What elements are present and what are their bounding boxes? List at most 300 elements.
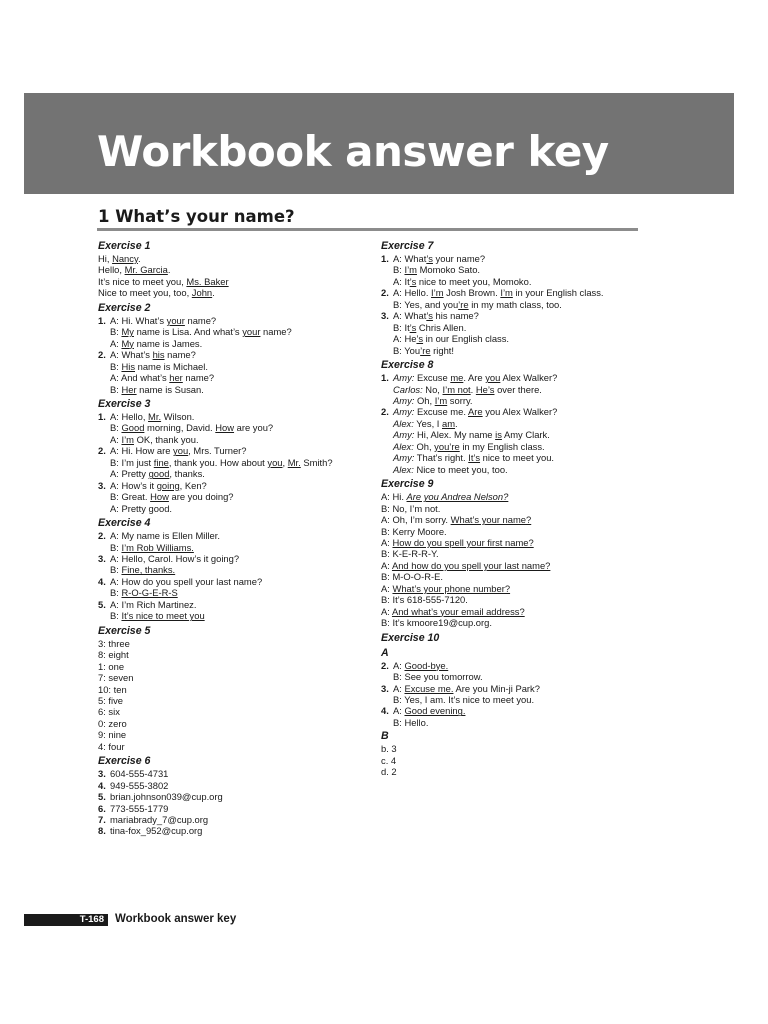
line-text: name is James. [133, 337, 203, 349]
line-text: B: Yes, and you [393, 298, 459, 310]
line-text: Are you Min-ji Park? [453, 682, 540, 694]
line-text: B: M-O-O-R-E. [381, 571, 443, 583]
answer-text-underlined: me [450, 372, 464, 384]
line-text: 9: nine [98, 729, 127, 741]
right-column [381, 237, 641, 778]
line-text: right! [430, 344, 454, 356]
line-text: B: [110, 326, 122, 338]
answer-line [98, 480, 358, 491]
answer-line [98, 445, 358, 456]
line-text: Hi, [98, 253, 113, 264]
line-text: A: Hello. [393, 287, 432, 299]
line-text: c. 4 [381, 754, 397, 766]
answer-line [98, 434, 358, 445]
answer-line [381, 571, 641, 582]
answer-line [98, 338, 358, 349]
item-number: 3. [381, 682, 389, 694]
line-text: Oh, [413, 440, 435, 452]
line-text: , [282, 456, 288, 468]
answer-line [98, 803, 358, 814]
answer-text-underlined: And how do you spell your last name? [391, 559, 551, 571]
item-number: 4. [98, 575, 106, 587]
answer-line [98, 468, 358, 479]
item-number: 6. [98, 802, 106, 814]
answer-text-underlined: I’m Rob Williams. [121, 541, 194, 553]
line-text: you Alex Walker? [482, 406, 558, 418]
line-text: tina-fox_952@cup.org [110, 825, 203, 837]
answer-text-underlined: am [442, 417, 456, 429]
answer-line [381, 310, 641, 321]
answer-text-underlined: I’m [431, 287, 444, 299]
answer-line [381, 766, 641, 777]
item-number: 2. [98, 530, 106, 542]
line-text: name? [260, 326, 292, 338]
answer-text-underlined: I’m [121, 433, 134, 445]
answer-text-underlined: Her [121, 383, 137, 395]
exercise-heading: Exercise 10 [381, 631, 440, 644]
answer-line [98, 780, 358, 791]
line-text: B: No, I’m not. [381, 502, 441, 514]
line-text: b. 3 [381, 743, 397, 755]
line-text: 4: four [98, 740, 125, 752]
answer-line [98, 814, 358, 825]
page-number: T-168 [79, 914, 104, 925]
line-text: name? [164, 349, 196, 361]
answer-text-underlined: How [215, 422, 235, 434]
line-text: B: [393, 264, 405, 276]
line-text: B: It [393, 321, 410, 333]
speaker-label: Alex: [393, 463, 414, 475]
item-number: 1. [381, 253, 389, 264]
answer-line [381, 617, 641, 628]
line-text: B: It’s kmoore19@cup.org. [381, 617, 492, 629]
line-text: 3: three [98, 637, 130, 649]
item-number: 3. [381, 310, 389, 322]
line-text: B: Great. [110, 491, 151, 503]
speaker-label: Amy: [393, 372, 415, 384]
answer-line [98, 825, 358, 836]
answer-text-underlined: his [152, 349, 165, 361]
line-text: Smith? [300, 456, 333, 468]
answer-line [381, 594, 641, 605]
item-number: 3. [98, 552, 106, 564]
item-number: 3. [98, 479, 106, 491]
answer-line [381, 671, 641, 682]
line-text: brian.johnson039@cup.org [110, 791, 223, 803]
answer-text-underlined: fine [153, 456, 169, 468]
line-text: in our English class. [423, 333, 510, 345]
answer-line [98, 718, 358, 729]
answer-text-underlined: Are [468, 406, 483, 418]
line-text: 604-555-4731 [110, 768, 169, 780]
answer-line [98, 530, 358, 541]
line-text: Momoko Sato. [416, 264, 481, 276]
answer-text-underlined: I’m [434, 394, 448, 406]
answer-text-underlined: How do you spell your first name? [392, 536, 534, 548]
answer-text-underlined: Good evening. [404, 705, 466, 717]
exercise-heading: Exercise 7 [381, 240, 434, 252]
answer-line [381, 606, 641, 617]
line-text: B: [110, 610, 122, 622]
answer-line [98, 264, 358, 275]
answer-line [381, 406, 641, 417]
answer-line [381, 333, 641, 344]
line-text: A: Oh, I’m sorry. [381, 514, 451, 526]
line-text: d. 2 [381, 766, 397, 778]
answer-text-underlined: Ms. Baker [186, 275, 229, 287]
answer-line [381, 299, 641, 310]
line-text: Alex Walker? [500, 372, 558, 384]
answer-text-underlined: ’s [426, 310, 433, 322]
answer-line [98, 695, 358, 706]
exercise-heading: Exercise 2 [98, 301, 151, 314]
line-text: . [137, 253, 141, 264]
line-text: , Mrs. Turner? [188, 445, 247, 457]
line-text: No, [422, 383, 443, 395]
line-text: A: Hello, Carol. How’s it going? [110, 552, 240, 564]
answer-line [381, 253, 641, 264]
answer-line [381, 755, 641, 766]
exercise-heading: Exercise 1 [98, 240, 151, 252]
answer-line [381, 491, 641, 502]
line-text: A: [393, 682, 405, 694]
answer-line [98, 315, 358, 326]
answer-line [98, 661, 358, 672]
line-text: your name? [432, 253, 486, 264]
speaker-label: Amy: [393, 406, 415, 418]
answer-line [98, 587, 358, 598]
item-number: 5. [98, 598, 106, 610]
answer-line [381, 429, 641, 440]
item-number: 2. [381, 287, 389, 299]
line-text: Wilson. [161, 410, 195, 422]
answer-line [381, 548, 641, 559]
line-text: sorry. [447, 394, 473, 406]
answer-line [98, 287, 358, 298]
exercise-heading: Exercise 9 [381, 478, 434, 491]
answer-line [98, 361, 358, 372]
answer-text-underlined: you [267, 456, 283, 468]
exercise-subheading: B [381, 730, 389, 743]
line-text: B: Hello. [393, 716, 429, 728]
item-number: 1. [98, 314, 106, 326]
answer-line [98, 491, 358, 502]
line-text: are you? [234, 422, 274, 434]
answer-text-underlined: R-O-G-E-R-S [121, 587, 178, 599]
exercise-subheading: A [381, 646, 389, 659]
line-text: . [470, 383, 476, 395]
line-text: , thanks. [169, 468, 205, 480]
item-number: 4. [381, 705, 389, 717]
line-text: That’s right. [414, 452, 469, 464]
answer-text-underlined: ’s [426, 253, 433, 264]
speaker-label: Amy: [393, 452, 415, 464]
line-text: A: What’s [110, 349, 153, 361]
answer-text-underlined: My [121, 326, 134, 338]
answer-text-underlined: It’s nice to meet you [121, 610, 205, 622]
line-text: Yes, I [413, 417, 442, 429]
line-text: B: I’m just [110, 456, 154, 468]
answer-line [381, 464, 641, 475]
line-text: B: K-E-R-R-Y. [381, 548, 439, 560]
title-divider [97, 228, 638, 231]
answer-text-underlined: Mr. [148, 410, 162, 422]
line-text: B: [110, 383, 122, 395]
answer-line [381, 395, 641, 406]
line-text: A: How’s it [110, 479, 157, 491]
answer-line [381, 503, 641, 514]
answer-line [381, 717, 641, 728]
answer-text-underlined: ’re [420, 344, 431, 356]
line-text: in my English class. [459, 440, 545, 452]
line-text: A: [381, 582, 393, 594]
line-text: It’s nice to meet you, [98, 275, 187, 287]
answer-text-underlined: her [169, 372, 183, 384]
line-text: Excuse [414, 372, 451, 384]
answer-line [98, 741, 358, 752]
line-text: OK, thank you. [133, 433, 199, 445]
answer-line [98, 384, 358, 395]
answer-text-underlined: How [150, 491, 169, 503]
exercise-heading: Exercise 3 [98, 397, 151, 410]
exercise-heading: Exercise 4 [98, 517, 151, 530]
answer-line [381, 683, 641, 694]
line-text: Nice to meet you, too, [98, 287, 192, 299]
line-text: Hi, Alex. My name [414, 429, 496, 441]
answer-text-underlined: I’m [404, 264, 417, 276]
answer-line [381, 264, 641, 275]
answer-text-underlined: good [148, 468, 170, 480]
answer-line [98, 706, 358, 717]
answer-text-underlined: Nancy [112, 253, 138, 264]
line-text: . [455, 417, 458, 429]
item-number: 4. [98, 779, 106, 791]
answer-line [98, 326, 358, 337]
item-number: 1. [98, 410, 106, 422]
answer-line [98, 768, 358, 779]
answer-text-underlined: your [242, 326, 261, 338]
line-text: B: [110, 422, 122, 434]
line-text: morning, David. [144, 422, 216, 434]
line-text: name? [182, 372, 215, 384]
line-text: Excuse me. [414, 406, 469, 418]
line-text: in your English class. [512, 287, 604, 299]
line-text: Hello, [98, 264, 125, 276]
line-text: 10: ten [98, 683, 127, 695]
line-text: nice to meet you, Momoko. [416, 275, 532, 287]
speaker-label: Amy: [393, 394, 415, 406]
left-column [98, 237, 358, 837]
answer-text-underlined: John [191, 287, 213, 299]
line-text: his name? [432, 310, 479, 322]
line-text: in my math class, too. [468, 298, 562, 310]
line-text: B: See you tomorrow. [393, 671, 483, 683]
answer-line [98, 599, 358, 610]
answer-line [381, 322, 641, 333]
answer-text-underlined: What’s your phone number? [392, 582, 511, 594]
speaker-label: Amy: [393, 429, 415, 441]
answer-line [381, 276, 641, 287]
line-text: A: How do you spell your last name? [110, 575, 263, 587]
item-number: 2. [381, 659, 389, 671]
answer-line [381, 560, 641, 571]
item-number: 7. [98, 814, 106, 826]
speaker-label: Alex: [393, 440, 414, 452]
speaker-label: Carlos: [393, 383, 423, 395]
line-text: A: Hi. How are [110, 445, 174, 457]
line-text: B: [110, 564, 122, 576]
exercise-heading: Exercise 8 [381, 359, 434, 372]
answer-line [381, 452, 641, 463]
answer-line [98, 253, 358, 264]
line-text: A: Hello, [110, 410, 149, 422]
answer-text-underlined: His [121, 360, 136, 372]
answer-line [381, 537, 641, 548]
header-banner [24, 93, 734, 194]
answer-text-underlined: Mr. [287, 456, 301, 468]
line-text: A: [381, 605, 392, 617]
line-text: 7: seven [98, 672, 134, 684]
line-text: name? [184, 314, 217, 326]
item-number: 2. [98, 349, 106, 361]
answer-line [98, 672, 358, 683]
item-number: 2. [381, 406, 389, 418]
answer-text-underlined: Good [121, 422, 145, 434]
line-text: A: [110, 337, 122, 349]
line-text: A: Pretty good. [110, 502, 173, 514]
item-number: 8. [98, 825, 106, 837]
line-text: 949-555-3802 [110, 779, 169, 791]
answer-text-underlined: Mr. Garcia [124, 264, 168, 276]
line-text: A: What [393, 253, 427, 264]
answer-line [98, 553, 358, 564]
line-text: A: Hi. [381, 491, 407, 503]
line-text: A: My name is Ellen Miller. [110, 530, 220, 542]
answer-line [381, 526, 641, 537]
line-text: A: He [393, 333, 417, 345]
answer-line [98, 503, 358, 514]
answer-line [98, 276, 358, 287]
answer-text-underlined: you [485, 372, 501, 384]
line-text: nice to meet you. [480, 452, 555, 464]
line-text: A: I’m Rich Martinez. [110, 598, 197, 610]
line-text: B: Kerry Moore. [381, 525, 447, 537]
answer-text-underlined: I’m [500, 287, 513, 299]
line-text: B: [110, 360, 122, 372]
answer-text-underlined: ’s [409, 321, 417, 333]
line-text: B: Yes, I am. It’s nice to meet you. [393, 693, 535, 705]
answer-text-underlined: ’s [416, 333, 424, 345]
answer-text-underlined: ’s [409, 275, 417, 287]
answer-text-underlined: I’m not [442, 383, 471, 395]
answer-text-underlined: Excuse me. [404, 682, 454, 694]
answer-line [98, 422, 358, 433]
line-text: B: [110, 587, 122, 599]
answer-line [98, 729, 358, 740]
line-text: name is Michael. [135, 360, 208, 372]
answer-line [381, 418, 641, 429]
line-text: 8: eight [98, 649, 129, 661]
answer-line [381, 743, 641, 754]
answer-line [98, 372, 358, 383]
exercise-heading: Exercise 5 [98, 624, 151, 637]
line-text: A: [381, 536, 393, 548]
line-text: . [212, 287, 215, 299]
line-text: A: [393, 705, 405, 717]
answer-line [381, 583, 641, 594]
answer-text-underlined: your [166, 314, 185, 326]
answer-line [98, 411, 358, 422]
item-number: 5. [98, 791, 106, 803]
answer-line [98, 684, 358, 695]
line-text: are you doing? [168, 491, 234, 503]
answer-line [381, 705, 641, 716]
line-text: B: [110, 541, 122, 553]
line-text: A: Pretty [110, 468, 149, 480]
line-text: A: Hi. What’s [110, 314, 167, 326]
answer-text-underlined: is [495, 429, 502, 441]
speaker-label: Alex: [393, 417, 414, 429]
line-text: B: It’s 618-555-7120. [381, 594, 468, 606]
line-text: over there. [494, 383, 542, 395]
footer-title: Workbook answer key [115, 913, 237, 925]
line-text: A: [393, 659, 405, 671]
line-text: . [167, 264, 171, 276]
line-text: Chris Allen. [416, 321, 467, 333]
answer-line [98, 649, 358, 660]
answer-text-underlined: It’s [468, 452, 481, 464]
answer-line [381, 660, 641, 671]
line-text: , thank you. How about [168, 456, 268, 468]
line-text: 1: one [98, 660, 125, 672]
line-text: , Ken? [179, 479, 207, 491]
answer-text-underlined: Good-bye. [404, 659, 449, 671]
line-text: 5: five [98, 694, 124, 706]
line-text: 0: zero [98, 717, 127, 729]
answer-line [98, 457, 358, 468]
line-text: Oh, [414, 394, 435, 406]
line-text: A: What [393, 310, 427, 322]
line-text: name is Lisa. And what’s [133, 326, 243, 338]
answer-line [381, 441, 641, 452]
line-text: A: [381, 559, 392, 571]
line-text: Nice to meet you, too. [413, 463, 508, 475]
answer-line [98, 638, 358, 649]
line-text: B: You [393, 344, 421, 356]
line-text: name is Susan. [136, 383, 204, 395]
item-number: 2. [98, 445, 106, 457]
answer-text-underlined: What’s your name? [450, 514, 532, 526]
line-text: Amy Clark. [501, 429, 550, 441]
answer-line [381, 694, 641, 705]
line-text: Josh Brown. [443, 287, 501, 299]
line-text: 6: six [98, 706, 120, 718]
answer-text-underlined: Fine, thanks. [121, 564, 176, 576]
page-title: Workbook answer key [97, 127, 609, 176]
line-text: mariabrady_7@cup.org [110, 814, 209, 826]
line-text: A: It [393, 275, 410, 287]
answer-text-underlined: ’re [458, 298, 469, 310]
answer-text-underlined: you [173, 445, 189, 457]
answer-line [381, 287, 641, 298]
line-text: 773-555-1779 [110, 802, 169, 814]
line-text: . Are [463, 372, 486, 384]
answer-line [381, 372, 641, 383]
answer-line [98, 542, 358, 553]
answer-text-underlined: He’s [475, 383, 495, 395]
answer-line [381, 514, 641, 525]
answer-line [98, 791, 358, 802]
